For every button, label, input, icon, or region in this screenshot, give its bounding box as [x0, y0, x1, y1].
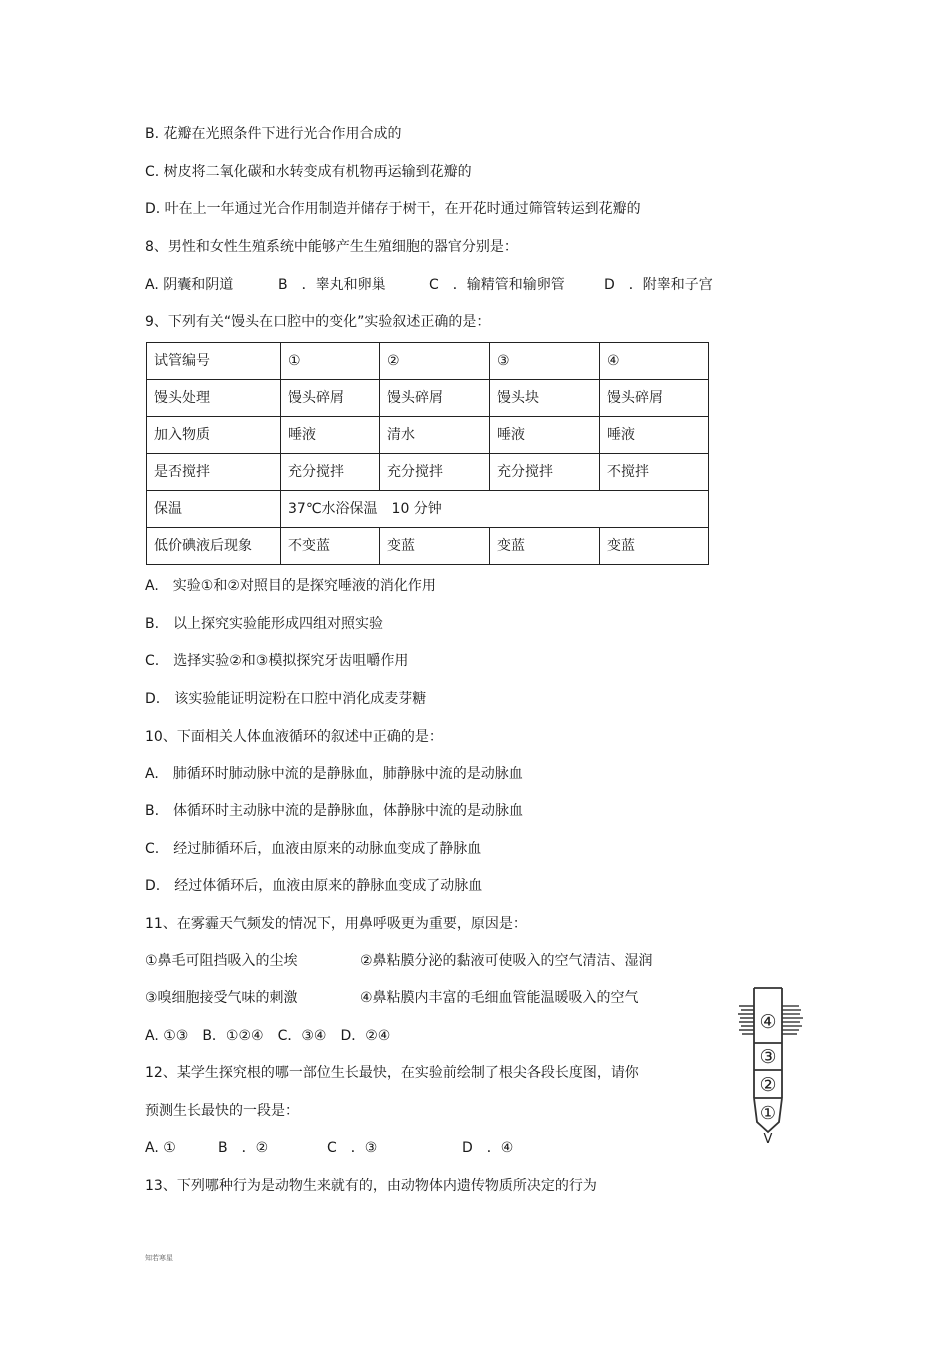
q11-statement-4: ④鼻粘膜内丰富的毛细血管能温暖吸入的空气 — [360, 990, 639, 1006]
q11-statement-1: ①鼻毛可阻挡吸入的尘埃 — [145, 953, 298, 969]
q10-option-d: D. 经过体循环后，血液由原来的静脉血变成了动脉血 — [145, 878, 483, 894]
figure-label-3: ③ — [759, 1046, 777, 1068]
q9-option-c: C. 选择实验②和③模拟探究牙齿咀嚼作用 — [145, 653, 409, 669]
table-cell: 试管编号 — [147, 343, 281, 380]
q12-option-b: B ．② — [218, 1140, 269, 1156]
table-cell: 充分搅拌 — [281, 454, 380, 491]
table-cell: 变蓝 — [380, 528, 490, 565]
table-cell: 馒头处理 — [147, 380, 281, 417]
root-tip-figure — [737, 986, 805, 1146]
table-cell: 唾液 — [281, 417, 380, 454]
table-row — [147, 417, 709, 454]
table-cell: ④ — [600, 343, 709, 380]
q8-option-d: D ．附睾和子宫 — [604, 277, 713, 293]
table-cell: 加入物质 — [147, 417, 281, 454]
table-cell: 馒头碎屑 — [380, 380, 490, 417]
q10-option-c: C. 经过肺循环后，血液由原来的动脉血变成了静脉血 — [145, 841, 482, 857]
table-cell: ① — [281, 343, 380, 380]
q7-option-b: B. 花瓣在光照条件下进行光合作用合成的 — [145, 126, 402, 142]
table-row — [147, 380, 709, 417]
q8-option-a: A. 阴囊和阴道 — [145, 277, 234, 293]
q12-stem-line2: 预测生长最快的一段是： — [145, 1103, 299, 1119]
q12-option-a: A. ① — [145, 1140, 176, 1156]
q9-stem: 9、下列有关“馒头在口腔中的变化”实验叙述正确的是： — [145, 314, 491, 330]
q9-option-a: A. 实验①和②对照目的是探究唾液的消化作用 — [145, 578, 436, 594]
table-cell: ② — [380, 343, 490, 380]
q11-statement-2: ②鼻粘膜分泌的黏液可使吸入的空气清洁、湿润 — [360, 953, 653, 969]
table-cell: 37℃水浴保温 10 分钟 — [281, 491, 709, 528]
table-cell: 唾液 — [490, 417, 600, 454]
table-cell: 是否搅拌 — [147, 454, 281, 491]
q7-option-c: C. 树皮将二氧化碳和水转变成有机物再运输到花瓣的 — [145, 164, 472, 180]
q12-stem-line1: 12、某学生探究根的哪一部位生长最快，在实验前绘制了根尖各段长度图，请你 — [145, 1065, 639, 1081]
table-cell: 唾液 — [600, 417, 709, 454]
figure-label-2: ② — [759, 1074, 777, 1096]
table-cell: 保温 — [147, 491, 281, 528]
q7-option-d: D. 叶在上一年通过光合作用制造并储存于树干，在开花时通过筛管转运到花瓣的 — [145, 201, 641, 217]
table-cell: 不搅拌 — [600, 454, 709, 491]
table-row — [147, 454, 709, 491]
table-cell: 低价碘液后现象 — [147, 528, 281, 565]
q10-stem: 10、下面相关人体血液循环的叙述中正确的是： — [145, 729, 443, 745]
q8-option-c: C ．输精管和输卵管 — [429, 277, 565, 293]
table-cell: 馒头碎屑 — [281, 380, 380, 417]
q11-stem: 11、在雾霾天气频发的情况下，用鼻呼吸更为重要，原因是： — [145, 916, 527, 932]
table-row — [147, 491, 709, 528]
q13-stem: 13、下列哪种行为是动物生来就有的，由动物体内遗传物质所决定的行为 — [145, 1178, 597, 1194]
table-cell: 馒头块 — [490, 380, 600, 417]
experiment-table — [146, 342, 709, 565]
q9-option-d: D. 该实验能证明淀粉在口腔中消化成麦芽糖 — [145, 691, 427, 707]
q9-option-b: B. 以上探究实验能形成四组对照实验 — [145, 616, 384, 632]
q8-stem: 8、男性和女性生殖系统中能够产生生殖细胞的器官分别是： — [145, 239, 518, 255]
table-row — [147, 528, 709, 565]
figure-label-4: ④ — [759, 1011, 777, 1033]
page-footer: 知若寒星 — [145, 1254, 173, 1262]
q11-options: A. ①③ B．①②④ C．③④ D．②④ — [145, 1028, 391, 1044]
q10-option-a: A. 肺循环时肺动脉中流的是静脉血，肺静脉中流的是动脉血 — [145, 766, 523, 782]
table-cell: 不变蓝 — [281, 528, 380, 565]
figure-label-1: ① — [759, 1103, 777, 1124]
table-cell: 变蓝 — [490, 528, 600, 565]
table-cell: 清水 — [380, 417, 490, 454]
q12-option-c: C ．③ — [327, 1140, 378, 1156]
table-cell: 充分搅拌 — [490, 454, 600, 491]
table-cell: ③ — [490, 343, 600, 380]
table-cell: 充分搅拌 — [380, 454, 490, 491]
table-cell: 馒头碎屑 — [600, 380, 709, 417]
q8-option-b: B ．睾丸和卵巢 — [278, 277, 386, 293]
table-cell: 变蓝 — [600, 528, 709, 565]
q10-option-b: B. 体循环时主动脉中流的是静脉血，体静脉中流的是动脉血 — [145, 803, 524, 819]
figure-label-v: V — [763, 1132, 773, 1146]
table-row — [147, 343, 709, 380]
q12-option-d: D ．④ — [462, 1140, 514, 1156]
q11-statement-3: ③嗅细胞接受气味的刺激 — [145, 990, 298, 1006]
